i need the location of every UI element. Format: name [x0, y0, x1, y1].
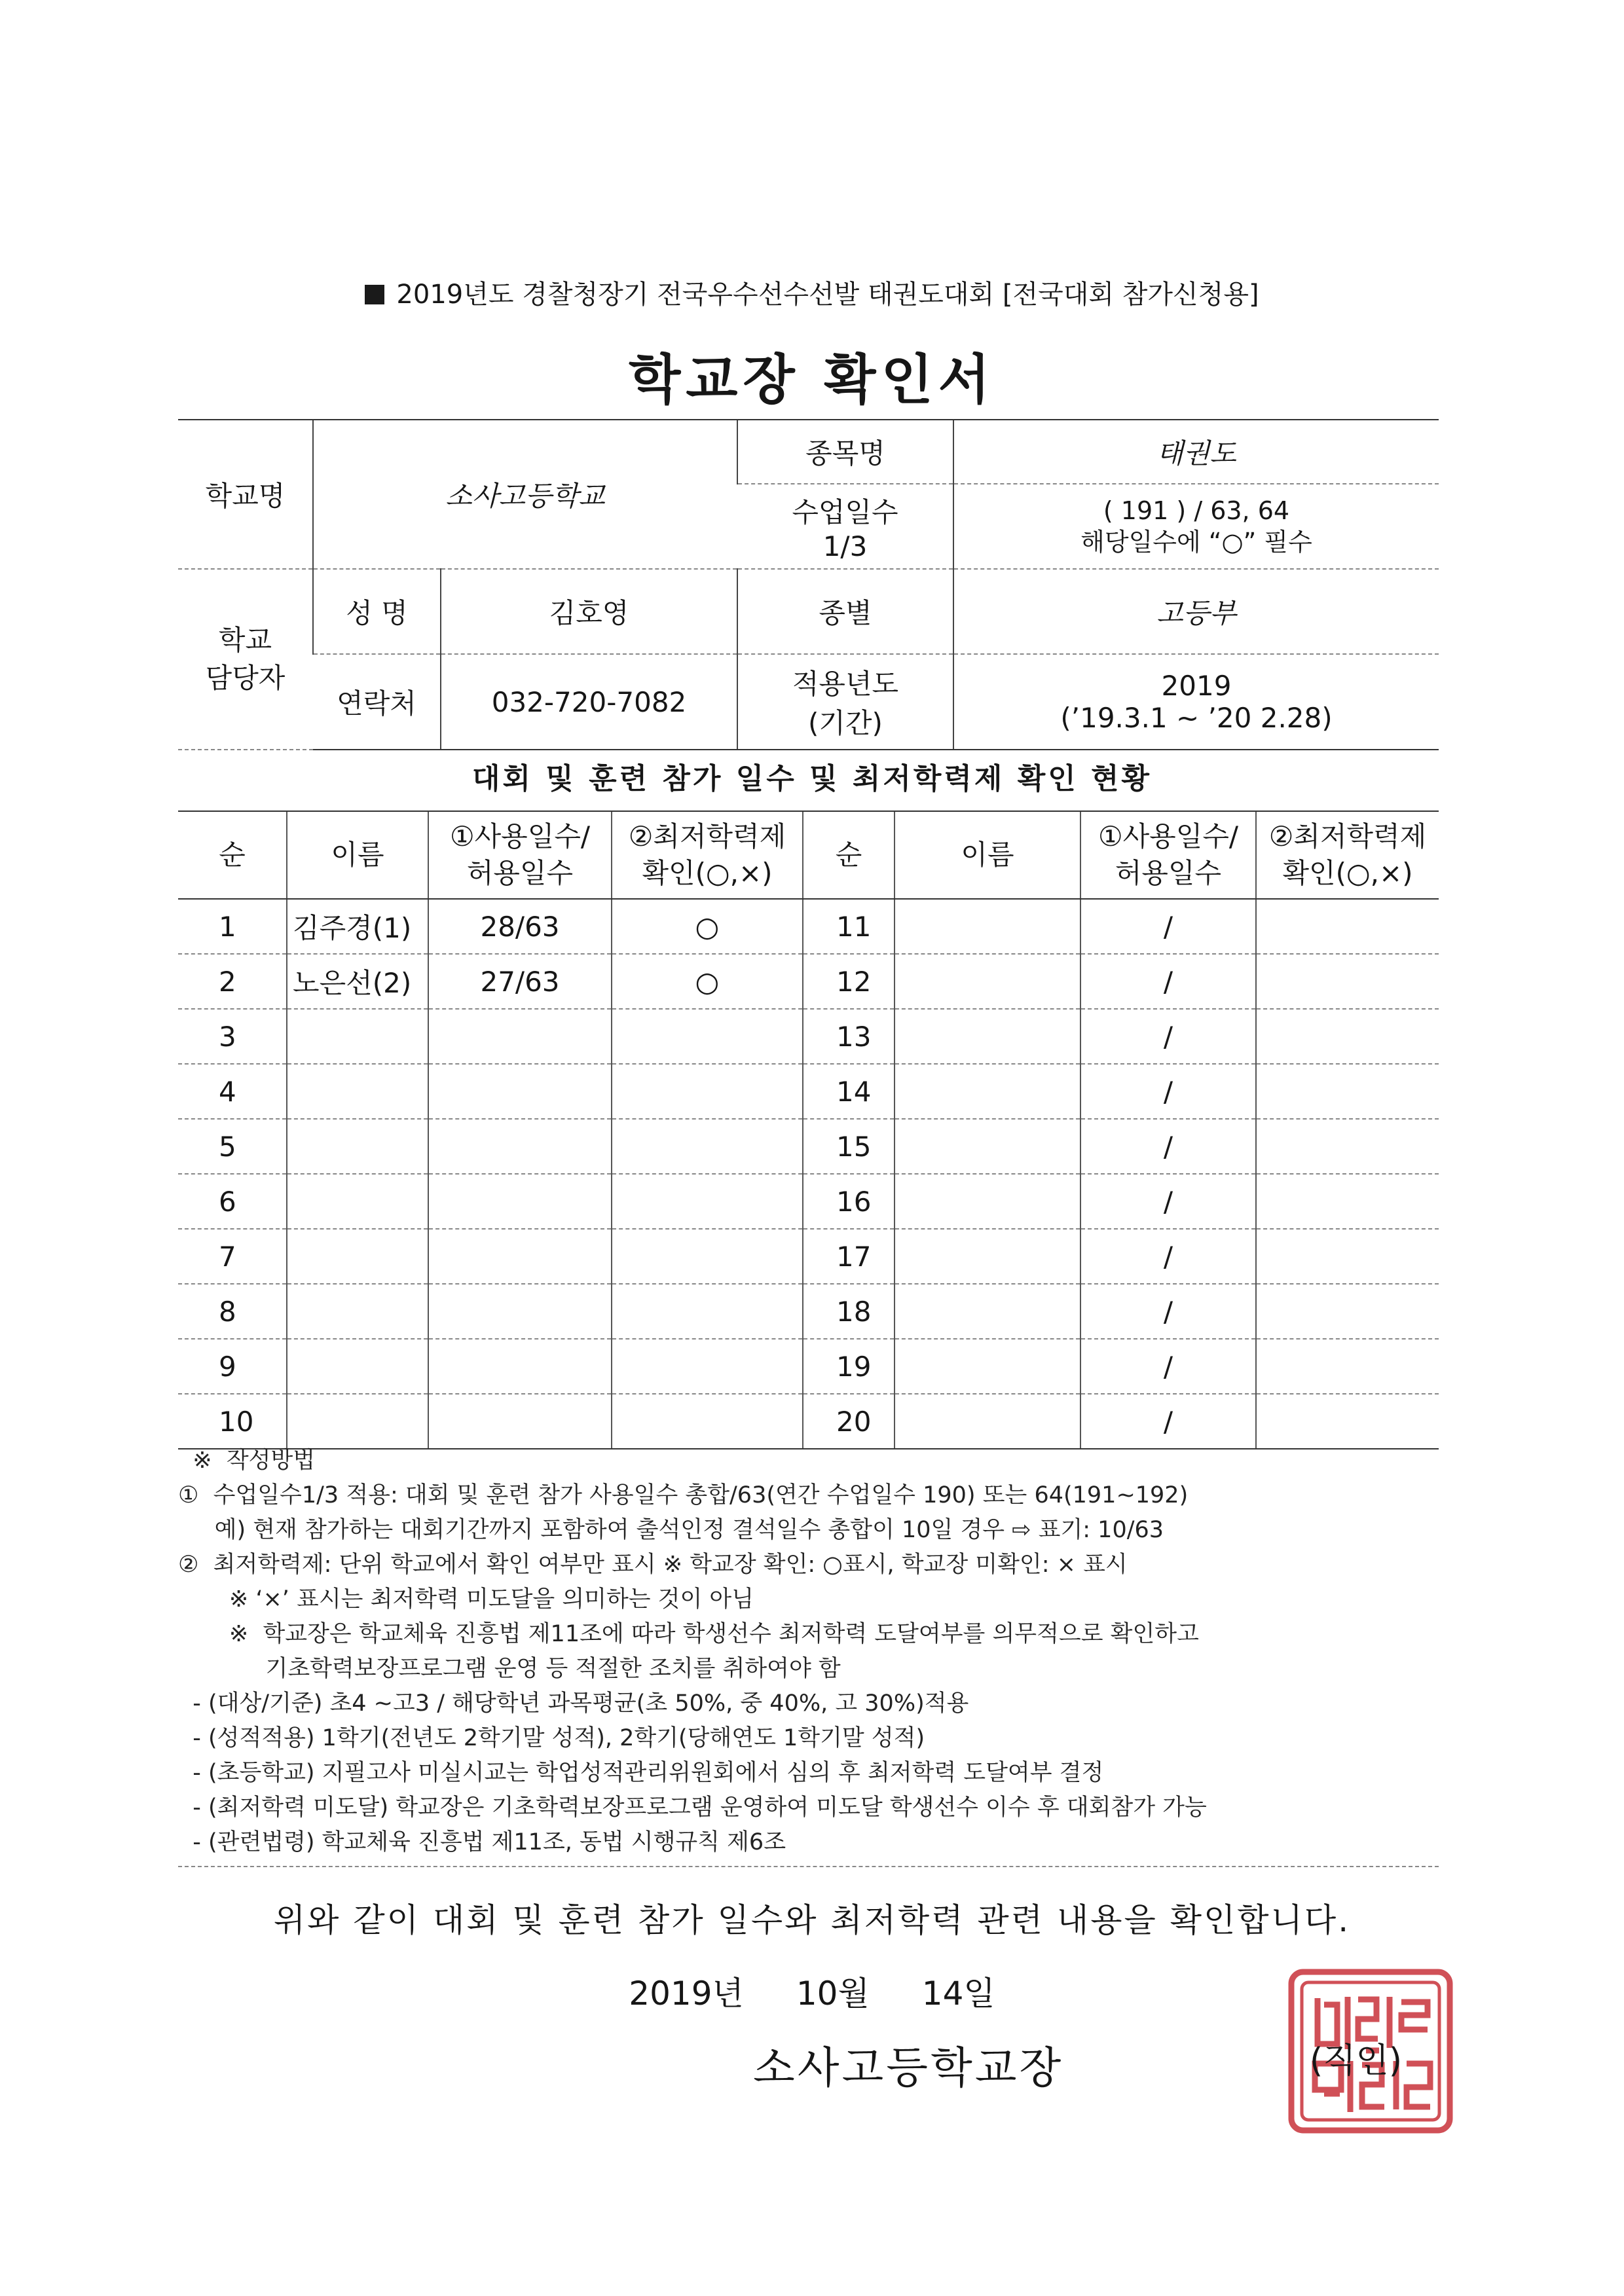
row-no: 6	[178, 1174, 287, 1229]
confirmation-statement: 위와 같이 대회 및 훈련 참가 일수와 최저학력 관련 내용을 확인합니다.	[273, 1901, 1351, 1939]
row-no-right: 14	[803, 1064, 895, 1119]
note-line: - (최저학력 미도달) 학교장은 기초학력보장프로그램 운영하여 미도달 학생선수 이수 후 대회참가 가능	[178, 1795, 1207, 1821]
row-no-right: 17	[803, 1229, 895, 1284]
row-days: 28/63	[428, 899, 612, 954]
row-no: 2	[178, 954, 287, 1009]
date-day: 14일	[921, 1975, 995, 2013]
row-days: 27/63	[428, 954, 612, 1009]
name-value: 김호영	[441, 569, 737, 654]
date-year: 2019년	[629, 1975, 744, 2013]
row-name	[287, 1119, 428, 1174]
form-header-text: 2019년도 경찰청장기 전국우수선수선발 태권도대회 [전국대회 참가신청용]	[396, 280, 1259, 310]
row-days-right: /	[1080, 1174, 1256, 1229]
row-name-right	[895, 1174, 1080, 1229]
contact-label: 학교 담당자	[178, 569, 313, 750]
principal-name: 소사고등학교장	[753, 2043, 1064, 2093]
row-check	[612, 1174, 803, 1229]
row-name-right	[895, 1229, 1080, 1284]
row-name	[287, 1394, 428, 1449]
row-no-right: 15	[803, 1119, 895, 1174]
table-row	[178, 1394, 1439, 1449]
event-value: 태권도	[953, 420, 1439, 484]
row-days-right: /	[1080, 1394, 1256, 1449]
date-month: 10월	[796, 1975, 870, 2013]
row-name	[287, 1284, 428, 1339]
row-days-right: /	[1080, 1284, 1256, 1339]
row-check-right	[1256, 1119, 1439, 1174]
row-name	[287, 1174, 428, 1229]
row-days-right: /	[1080, 1339, 1256, 1394]
row-check	[612, 1284, 803, 1339]
row-check-right	[1256, 1229, 1439, 1284]
table-row	[178, 1229, 1439, 1284]
row-name-right	[895, 1119, 1080, 1174]
row-no-right: 20	[803, 1394, 895, 1449]
name-label: 성 명	[313, 569, 441, 654]
row-days	[428, 1064, 612, 1119]
row-no: 1	[178, 899, 287, 954]
table-row	[178, 1064, 1439, 1119]
seal-label: (직인)	[1310, 2041, 1403, 2081]
row-days	[428, 1009, 612, 1064]
row-check: ○	[612, 954, 803, 1009]
header-name-right: 이름	[895, 811, 1080, 899]
table-header-row	[178, 811, 1439, 899]
row-check-right	[1256, 899, 1439, 954]
row-days	[428, 1394, 612, 1449]
row-check	[612, 1119, 803, 1174]
row-check	[612, 1339, 803, 1394]
note-line: ※ 작성방법	[178, 1448, 316, 1474]
row-check	[612, 1064, 803, 1119]
category-label: 종별	[737, 569, 953, 654]
row-days-right: /	[1080, 1009, 1256, 1064]
writing-instructions	[178, 1444, 1449, 1860]
row-name-right	[895, 1284, 1080, 1339]
row-no: 4	[178, 1064, 287, 1119]
note-line: - (초등학교) 지필고사 미실시교는 학업성적관리위원회에서 심의 후 최저학력 도달여부 결정	[178, 1760, 1104, 1786]
row-days-right: /	[1080, 954, 1256, 1009]
category-value: 고등부	[953, 569, 1439, 654]
school-name: 소사고등학교	[313, 420, 737, 569]
table-row	[178, 1174, 1439, 1229]
row-name	[287, 1229, 428, 1284]
year-value: 2019 (’19.3.1 ~ ’20 2.28)	[953, 654, 1439, 750]
row-no: 5	[178, 1119, 287, 1174]
phone-label: 연락처	[313, 654, 441, 750]
school-days-value: ( 191 ) / 63, 64 해당일수에 “○” 필수	[953, 484, 1439, 569]
row-name: 김주경(1)	[287, 899, 428, 954]
row-check	[612, 1009, 803, 1064]
phone-value: 032-720-7082	[441, 654, 737, 750]
row-days	[428, 1229, 612, 1284]
divider	[178, 1866, 1439, 1867]
note-line: - (관련법령) 학교체육 진흥법 제11조, 동법 시행규칙 제6조	[178, 1829, 786, 1855]
row-days	[428, 1174, 612, 1229]
page-title: 학교장 확인서	[629, 349, 995, 411]
table-row	[178, 1119, 1439, 1174]
year-label: 적용년도 (기간)	[737, 654, 953, 750]
row-name-right	[895, 899, 1080, 954]
table-row	[178, 1339, 1439, 1394]
row-name-right	[895, 1394, 1080, 1449]
table-row	[178, 1009, 1439, 1064]
event-label: 종목명	[737, 420, 953, 484]
row-name-right	[895, 1009, 1080, 1064]
row-name	[287, 1339, 428, 1394]
row-no: 7	[178, 1229, 287, 1284]
row-days	[428, 1284, 612, 1339]
row-name: 노은선(2)	[287, 954, 428, 1009]
row-check-right	[1256, 954, 1439, 1009]
row-check-right	[1256, 1284, 1439, 1339]
note-line: - (성적적용) 1학기(전년도 2학기말 성적), 2학기(당해연도 1학기말 성적)	[178, 1725, 925, 1751]
school-info-table	[178, 419, 1439, 750]
row-no: 10	[178, 1394, 287, 1449]
note-line: - (대상/기준) 초4 ~고3 / 해당학년 과목평균(초 50%, 중 40%, 고 30%)적용	[178, 1690, 969, 1717]
row-days-right: /	[1080, 1064, 1256, 1119]
row-days	[428, 1339, 612, 1394]
row-days-right: /	[1080, 1119, 1256, 1174]
row-no-right: 11	[803, 899, 895, 954]
status-subtitle: 대회 및 훈련 참가 일수 및 최저학력제 확인 현황	[471, 762, 1153, 795]
table-row	[178, 1284, 1439, 1339]
table-row	[178, 954, 1439, 1009]
school-label: 학교명	[178, 420, 313, 569]
row-no: 3	[178, 1009, 287, 1064]
row-no-right: 12	[803, 954, 895, 1009]
row-no-right: 19	[803, 1339, 895, 1394]
row-check: ○	[612, 899, 803, 954]
square-bullet-icon	[365, 285, 384, 304]
row-name	[287, 1064, 428, 1119]
row-check	[612, 1229, 803, 1284]
row-no: 9	[178, 1339, 287, 1394]
row-days	[428, 1119, 612, 1174]
note-line: ※ 학교장은 학교체육 진흥법 제11조에 따라 학생선수 최저학력 도달여부를 의무적으로 확인하고	[178, 1621, 1199, 1647]
note-line: ※ ‘×’ 표시는 최저학력 미도달을 의미하는 것이 아님	[178, 1586, 754, 1613]
header-days-right: ①사용일수/ 허용일수	[1080, 811, 1256, 899]
row-check-right	[1256, 1174, 1439, 1229]
row-no-right: 18	[803, 1284, 895, 1339]
row-no-right: 16	[803, 1174, 895, 1229]
table-row	[178, 899, 1439, 954]
row-name-right	[895, 1339, 1080, 1394]
note-line: 예) 현재 참가하는 대회기간까지 포함하여 출석인정 결석일수 총합이 10일 경우 ⇨ 표기: 10/63	[178, 1517, 1164, 1543]
header-days: ①사용일수/ 허용일수	[428, 811, 612, 899]
row-check	[612, 1394, 803, 1449]
row-check-right	[1256, 1009, 1439, 1064]
header-name: 이름	[287, 811, 428, 899]
row-no-right: 13	[803, 1009, 895, 1064]
school-days-label: 수업일수 1/3	[737, 484, 953, 569]
row-no: 8	[178, 1284, 287, 1339]
row-name-right	[895, 1064, 1080, 1119]
row-check-right	[1256, 1064, 1439, 1119]
row-name-right	[895, 954, 1080, 1009]
header-no-right: 순	[803, 811, 895, 899]
note-line: ② 최저학력제: 단위 학교에서 확인 여부만 표시 ※ 학교장 확인: ○표시, 학교장 미확인: × 표시	[178, 1552, 1128, 1578]
note-line: ① 수업일수1/3 적용: 대회 및 훈련 참가 사용일수 총합/63(연간 수업일수 190) 또는 64(191~192)	[178, 1482, 1189, 1508]
header-check: ②최저학력제 확인(○,×)	[612, 811, 803, 899]
row-days-right: /	[1080, 899, 1256, 954]
row-name	[287, 1009, 428, 1064]
row-days-right: /	[1080, 1229, 1256, 1284]
form-header	[0, 274, 1624, 311]
header-no: 순	[178, 811, 287, 899]
row-check-right	[1256, 1339, 1439, 1394]
note-line: 기초학력보장프로그램 운영 등 적절한 조치를 취하여야 함	[178, 1656, 841, 1682]
participation-table	[178, 811, 1439, 1449]
row-check-right	[1256, 1394, 1439, 1449]
header-check-right: ②최저학력제 확인(○,×)	[1256, 811, 1439, 899]
